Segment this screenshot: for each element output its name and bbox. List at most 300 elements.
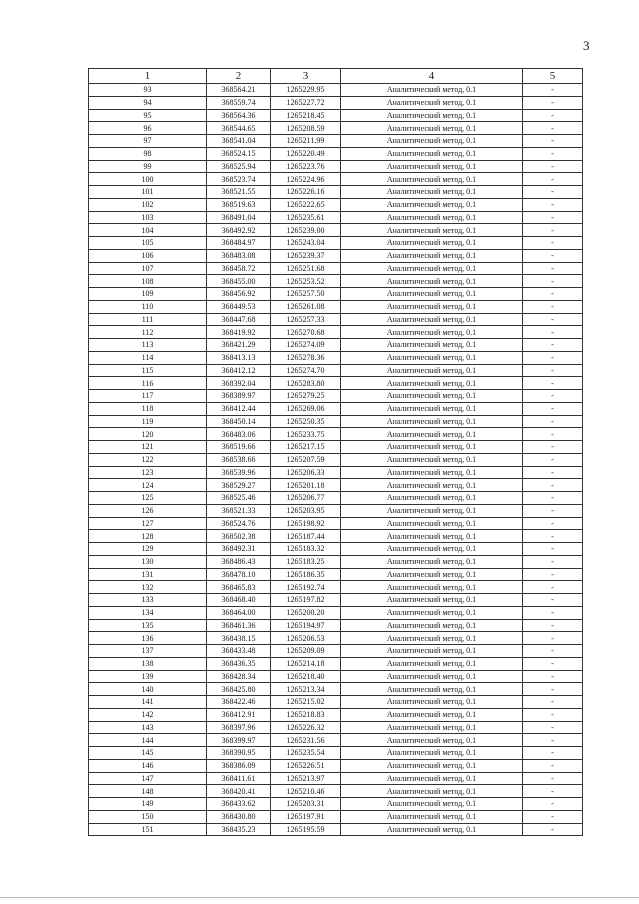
method-cell: Аналитический метод, 0.1 [341, 428, 523, 441]
method-cell: Аналитический метод, 0.1 [341, 351, 523, 364]
method-cell: Аналитический метод, 0.1 [341, 708, 523, 721]
table-row [89, 517, 583, 530]
x-coordinate-cell: 368492.92 [207, 224, 271, 237]
x-coordinate-cell: 368541.04 [207, 135, 271, 148]
point-number-cell: 117 [89, 390, 207, 403]
point-number-cell: 120 [89, 428, 207, 441]
table-row [89, 619, 583, 632]
table-row [89, 275, 583, 288]
table-row [89, 798, 583, 811]
table-row [89, 262, 583, 275]
x-coordinate-cell: 368433.62 [207, 798, 271, 811]
point-number-cell: 121 [89, 441, 207, 454]
x-coordinate-cell: 368461.36 [207, 619, 271, 632]
x-coordinate-cell: 368386.09 [207, 759, 271, 772]
y-coordinate-cell: 1265197.82 [271, 594, 341, 607]
y-coordinate-cell: 1265250.35 [271, 415, 341, 428]
table-row [89, 109, 583, 122]
x-coordinate-cell: 368559.74 [207, 96, 271, 109]
method-cell: Аналитический метод, 0.1 [341, 696, 523, 709]
method-cell: Аналитический метод, 0.1 [341, 645, 523, 658]
method-cell: Аналитический метод, 0.1 [341, 173, 523, 186]
method-cell: Аналитический метод, 0.1 [341, 504, 523, 517]
table-row [89, 492, 583, 505]
table-row [89, 670, 583, 683]
y-coordinate-cell: 1265213.34 [271, 683, 341, 696]
table-row [89, 186, 583, 199]
x-coordinate-cell: 368421.29 [207, 339, 271, 352]
x-coordinate-cell: 368529.27 [207, 479, 271, 492]
y-coordinate-cell: 1265243.04 [271, 237, 341, 250]
x-coordinate-cell: 368539.96 [207, 466, 271, 479]
y-coordinate-cell: 1265218.83 [271, 708, 341, 721]
point-number-cell: 116 [89, 377, 207, 390]
point-number-cell: 104 [89, 224, 207, 237]
x-coordinate-cell: 368433.48 [207, 645, 271, 658]
point-number-cell: 107 [89, 262, 207, 275]
y-coordinate-cell: 1265274.70 [271, 364, 341, 377]
table-row [89, 135, 583, 148]
y-coordinate-cell: 1265231.56 [271, 734, 341, 747]
y-coordinate-cell: 1265235.54 [271, 747, 341, 760]
point-number-cell: 133 [89, 594, 207, 607]
x-coordinate-cell: 368521.33 [207, 504, 271, 517]
description-cell: - [523, 377, 583, 390]
description-cell: - [523, 657, 583, 670]
method-cell: Аналитический метод, 0.1 [341, 147, 523, 160]
y-coordinate-cell: 1265226.16 [271, 186, 341, 199]
description-cell: - [523, 262, 583, 275]
y-coordinate-cell: 1265197.91 [271, 810, 341, 823]
x-coordinate-cell: 368483.06 [207, 428, 271, 441]
method-cell: Аналитический метод, 0.1 [341, 530, 523, 543]
point-number-cell: 112 [89, 326, 207, 339]
description-cell: - [523, 606, 583, 619]
column-header-method: 4 [341, 69, 523, 84]
y-coordinate-cell: 1265195.59 [271, 823, 341, 836]
table-row [89, 198, 583, 211]
x-coordinate-cell: 368455.00 [207, 275, 271, 288]
point-number-cell: 94 [89, 96, 207, 109]
method-cell: Аналитический метод, 0.1 [341, 619, 523, 632]
point-number-cell: 115 [89, 364, 207, 377]
point-number-cell: 119 [89, 415, 207, 428]
y-coordinate-cell: 1265209.09 [271, 645, 341, 658]
method-cell: Аналитический метод, 0.1 [341, 339, 523, 352]
table-row [89, 772, 583, 785]
method-cell: Аналитический метод, 0.1 [341, 543, 523, 556]
y-coordinate-cell: 1265183.32 [271, 543, 341, 556]
method-cell: Аналитический метод, 0.1 [341, 402, 523, 415]
point-number-cell: 143 [89, 721, 207, 734]
point-number-cell: 105 [89, 237, 207, 250]
description-cell: - [523, 402, 583, 415]
y-coordinate-cell: 1265211.99 [271, 135, 341, 148]
table-row [89, 696, 583, 709]
x-coordinate-cell: 368390.95 [207, 747, 271, 760]
table-row [89, 211, 583, 224]
method-cell: Аналитический метод, 0.1 [341, 492, 523, 505]
point-number-cell: 139 [89, 670, 207, 683]
x-coordinate-cell: 368422.46 [207, 696, 271, 709]
point-number-cell: 96 [89, 122, 207, 135]
point-number-cell: 138 [89, 657, 207, 670]
y-coordinate-cell: 1265198.92 [271, 517, 341, 530]
description-cell: - [523, 249, 583, 262]
y-coordinate-cell: 1265227.72 [271, 96, 341, 109]
method-cell: Аналитический метод, 0.1 [341, 594, 523, 607]
point-number-cell: 145 [89, 747, 207, 760]
table-row [89, 84, 583, 97]
x-coordinate-cell: 368449.53 [207, 300, 271, 313]
y-coordinate-cell: 1265239.37 [271, 249, 341, 262]
y-coordinate-cell: 1265210.46 [271, 785, 341, 798]
method-cell: Аналитический метод, 0.1 [341, 555, 523, 568]
point-number-cell: 130 [89, 555, 207, 568]
description-cell: - [523, 568, 583, 581]
method-cell: Аналитический метод, 0.1 [341, 135, 523, 148]
point-number-cell: 147 [89, 772, 207, 785]
y-coordinate-cell: 1265270.68 [271, 326, 341, 339]
table-row [89, 313, 583, 326]
y-coordinate-cell: 1265215.02 [271, 696, 341, 709]
y-coordinate-cell: 1265183.25 [271, 555, 341, 568]
description-cell: - [523, 275, 583, 288]
x-coordinate-cell: 368465.83 [207, 581, 271, 594]
x-coordinate-cell: 368411.61 [207, 772, 271, 785]
method-cell: Аналитический метод, 0.1 [341, 237, 523, 250]
method-cell: Аналитический метод, 0.1 [341, 517, 523, 530]
page-number: 3 [583, 38, 590, 53]
bottom-scan-edge [0, 897, 639, 898]
method-cell: Аналитический метод, 0.1 [341, 300, 523, 313]
description-cell: - [523, 441, 583, 454]
method-cell: Аналитический метод, 0.1 [341, 721, 523, 734]
x-coordinate-cell: 368492.31 [207, 543, 271, 556]
y-coordinate-cell: 1265253.52 [271, 275, 341, 288]
table-row [89, 364, 583, 377]
x-coordinate-cell: 368412.91 [207, 708, 271, 721]
point-number-cell: 149 [89, 798, 207, 811]
table-row [89, 122, 583, 135]
description-cell: - [523, 351, 583, 364]
point-number-cell: 101 [89, 186, 207, 199]
x-coordinate-cell: 368519.66 [207, 441, 271, 454]
description-cell: - [523, 109, 583, 122]
description-cell: - [523, 543, 583, 556]
table-row [89, 683, 583, 696]
method-cell: Аналитический метод, 0.1 [341, 759, 523, 772]
description-cell: - [523, 670, 583, 683]
x-coordinate-cell: 368436.35 [207, 657, 271, 670]
point-number-cell: 126 [89, 504, 207, 517]
method-cell: Аналитический метод, 0.1 [341, 670, 523, 683]
table-row [89, 326, 583, 339]
description-cell: - [523, 415, 583, 428]
description-cell: - [523, 211, 583, 224]
x-coordinate-cell: 368523.74 [207, 173, 271, 186]
method-cell: Аналитический метод, 0.1 [341, 326, 523, 339]
y-coordinate-cell: 1265203.95 [271, 504, 341, 517]
method-cell: Аналитический метод, 0.1 [341, 122, 523, 135]
point-number-cell: 122 [89, 453, 207, 466]
y-coordinate-cell: 1265283.80 [271, 377, 341, 390]
method-cell: Аналитический метод, 0.1 [341, 810, 523, 823]
point-number-cell: 109 [89, 288, 207, 301]
method-cell: Аналитический метод, 0.1 [341, 364, 523, 377]
method-cell: Аналитический метод, 0.1 [341, 262, 523, 275]
description-cell: - [523, 555, 583, 568]
description-cell: - [523, 594, 583, 607]
column-header-point-number: 1 [89, 69, 207, 84]
y-coordinate-cell: 1265203.31 [271, 798, 341, 811]
description-cell: - [523, 147, 583, 160]
table-row [89, 785, 583, 798]
point-number-cell: 146 [89, 759, 207, 772]
description-cell: - [523, 619, 583, 632]
method-cell: Аналитический метод, 0.1 [341, 415, 523, 428]
x-coordinate-cell: 368564.21 [207, 84, 271, 97]
description-cell: - [523, 517, 583, 530]
point-number-cell: 142 [89, 708, 207, 721]
description-cell: - [523, 530, 583, 543]
method-cell: Аналитический метод, 0.1 [341, 785, 523, 798]
method-cell: Аналитический метод, 0.1 [341, 198, 523, 211]
y-coordinate-cell: 1265201.18 [271, 479, 341, 492]
description-cell: - [523, 798, 583, 811]
description-cell: - [523, 504, 583, 517]
table-row [89, 581, 583, 594]
description-cell: - [523, 683, 583, 696]
table-row [89, 249, 583, 262]
table-row [89, 390, 583, 403]
point-number-cell: 137 [89, 645, 207, 658]
x-coordinate-cell: 368413.13 [207, 351, 271, 364]
description-cell: - [523, 288, 583, 301]
x-coordinate-cell: 368478.10 [207, 568, 271, 581]
y-coordinate-cell: 1265217.15 [271, 441, 341, 454]
table-row [89, 594, 583, 607]
column-header-description: 5 [523, 69, 583, 84]
y-coordinate-cell: 1265222.65 [271, 198, 341, 211]
x-coordinate-cell: 368484.97 [207, 237, 271, 250]
point-number-cell: 113 [89, 339, 207, 352]
description-cell: - [523, 734, 583, 747]
y-coordinate-cell: 1265224.96 [271, 173, 341, 186]
point-number-cell: 114 [89, 351, 207, 364]
method-cell: Аналитический метод, 0.1 [341, 313, 523, 326]
point-number-cell: 93 [89, 84, 207, 97]
description-cell: - [523, 300, 583, 313]
y-coordinate-cell: 1265206.53 [271, 632, 341, 645]
point-number-cell: 135 [89, 619, 207, 632]
x-coordinate-cell: 368525.94 [207, 160, 271, 173]
x-coordinate-cell: 368538.66 [207, 453, 271, 466]
y-coordinate-cell: 1265229.95 [271, 84, 341, 97]
x-coordinate-cell: 368483.08 [207, 249, 271, 262]
table-row [89, 300, 583, 313]
description-cell: - [523, 632, 583, 645]
point-number-cell: 132 [89, 581, 207, 594]
point-number-cell: 129 [89, 543, 207, 556]
description-cell: - [523, 122, 583, 135]
x-coordinate-cell: 368521.55 [207, 186, 271, 199]
description-cell: - [523, 237, 583, 250]
point-number-cell: 100 [89, 173, 207, 186]
point-number-cell: 95 [89, 109, 207, 122]
table-row [89, 466, 583, 479]
x-coordinate-cell: 368450.14 [207, 415, 271, 428]
method-cell: Аналитический метод, 0.1 [341, 109, 523, 122]
method-cell: Аналитический метод, 0.1 [341, 632, 523, 645]
description-cell: - [523, 772, 583, 785]
x-coordinate-cell: 368447.68 [207, 313, 271, 326]
y-coordinate-cell: 1265206.33 [271, 466, 341, 479]
table-row [89, 555, 583, 568]
table-row [89, 747, 583, 760]
description-cell: - [523, 224, 583, 237]
method-cell: Аналитический метод, 0.1 [341, 390, 523, 403]
description-cell: - [523, 785, 583, 798]
table-row [89, 288, 583, 301]
x-coordinate-cell: 368419.92 [207, 326, 271, 339]
point-number-cell: 124 [89, 479, 207, 492]
table-row [89, 402, 583, 415]
description-cell: - [523, 747, 583, 760]
method-cell: Аналитический метод, 0.1 [341, 377, 523, 390]
point-number-cell: 111 [89, 313, 207, 326]
table-body [89, 84, 583, 836]
x-coordinate-cell: 368435.23 [207, 823, 271, 836]
description-cell: - [523, 759, 583, 772]
coordinates-table [88, 68, 583, 836]
table-row [89, 173, 583, 186]
description-cell: - [523, 428, 583, 441]
x-coordinate-cell: 368468.40 [207, 594, 271, 607]
y-coordinate-cell: 1265233.75 [271, 428, 341, 441]
table-row [89, 377, 583, 390]
x-coordinate-cell: 368524.15 [207, 147, 271, 160]
method-cell: Аналитический метод, 0.1 [341, 683, 523, 696]
point-number-cell: 141 [89, 696, 207, 709]
point-number-cell: 128 [89, 530, 207, 543]
column-header-y: 3 [271, 69, 341, 84]
table-row [89, 504, 583, 517]
x-coordinate-cell: 368392.04 [207, 377, 271, 390]
method-cell: Аналитический метод, 0.1 [341, 84, 523, 97]
point-number-cell: 151 [89, 823, 207, 836]
method-cell: Аналитический метод, 0.1 [341, 479, 523, 492]
point-number-cell: 103 [89, 211, 207, 224]
point-number-cell: 118 [89, 402, 207, 415]
table-row [89, 657, 583, 670]
description-cell: - [523, 135, 583, 148]
table-row [89, 147, 583, 160]
description-cell: - [523, 390, 583, 403]
table-row [89, 96, 583, 109]
y-coordinate-cell: 1265223.76 [271, 160, 341, 173]
x-coordinate-cell: 368430.80 [207, 810, 271, 823]
point-number-cell: 110 [89, 300, 207, 313]
description-cell: - [523, 339, 583, 352]
description-cell: - [523, 96, 583, 109]
table-row [89, 823, 583, 836]
x-coordinate-cell: 368389.97 [207, 390, 271, 403]
x-coordinate-cell: 368458.72 [207, 262, 271, 275]
method-cell: Аналитический метод, 0.1 [341, 186, 523, 199]
x-coordinate-cell: 368491.04 [207, 211, 271, 224]
description-cell: - [523, 708, 583, 721]
table-row [89, 543, 583, 556]
y-coordinate-cell: 1265278.36 [271, 351, 341, 364]
table-header-row [89, 69, 583, 84]
x-coordinate-cell: 368524.76 [207, 517, 271, 530]
y-coordinate-cell: 1265218.40 [271, 670, 341, 683]
table-row [89, 428, 583, 441]
method-cell: Аналитический метод, 0.1 [341, 224, 523, 237]
method-cell: Аналитический метод, 0.1 [341, 581, 523, 594]
x-coordinate-cell: 368412.12 [207, 364, 271, 377]
method-cell: Аналитический метод, 0.1 [341, 288, 523, 301]
description-cell: - [523, 198, 583, 211]
x-coordinate-cell: 368425.80 [207, 683, 271, 696]
y-coordinate-cell: 1265235.61 [271, 211, 341, 224]
x-coordinate-cell: 368428.34 [207, 670, 271, 683]
method-cell: Аналитический метод, 0.1 [341, 606, 523, 619]
point-number-cell: 140 [89, 683, 207, 696]
method-cell: Аналитический метод, 0.1 [341, 798, 523, 811]
x-coordinate-cell: 368412.44 [207, 402, 271, 415]
method-cell: Аналитический метод, 0.1 [341, 453, 523, 466]
y-coordinate-cell: 1265269.06 [271, 402, 341, 415]
y-coordinate-cell: 1265257.50 [271, 288, 341, 301]
y-coordinate-cell: 1265251.68 [271, 262, 341, 275]
method-cell: Аналитический метод, 0.1 [341, 568, 523, 581]
table-row [89, 708, 583, 721]
description-cell: - [523, 173, 583, 186]
point-number-cell: 102 [89, 198, 207, 211]
y-coordinate-cell: 1265220.49 [271, 147, 341, 160]
y-coordinate-cell: 1265213.97 [271, 772, 341, 785]
x-coordinate-cell: 368397.96 [207, 721, 271, 734]
point-number-cell: 148 [89, 785, 207, 798]
y-coordinate-cell: 1265214.18 [271, 657, 341, 670]
description-cell: - [523, 721, 583, 734]
method-cell: Аналитический метод, 0.1 [341, 160, 523, 173]
method-cell: Аналитический метод, 0.1 [341, 466, 523, 479]
description-cell: - [523, 645, 583, 658]
table-row [89, 224, 583, 237]
x-coordinate-cell: 368438.15 [207, 632, 271, 645]
description-cell: - [523, 313, 583, 326]
y-coordinate-cell: 1265226.51 [271, 759, 341, 772]
description-cell: - [523, 326, 583, 339]
table-row [89, 339, 583, 352]
y-coordinate-cell: 1265207.59 [271, 453, 341, 466]
y-coordinate-cell: 1265257.33 [271, 313, 341, 326]
method-cell: Аналитический метод, 0.1 [341, 96, 523, 109]
x-coordinate-cell: 368519.63 [207, 198, 271, 211]
description-cell: - [523, 581, 583, 594]
table-row [89, 351, 583, 364]
y-coordinate-cell: 1265226.32 [271, 721, 341, 734]
method-cell: Аналитический метод, 0.1 [341, 772, 523, 785]
x-coordinate-cell: 368420.41 [207, 785, 271, 798]
description-cell: - [523, 160, 583, 173]
x-coordinate-cell: 368399.97 [207, 734, 271, 747]
table-row [89, 160, 583, 173]
point-number-cell: 134 [89, 606, 207, 619]
